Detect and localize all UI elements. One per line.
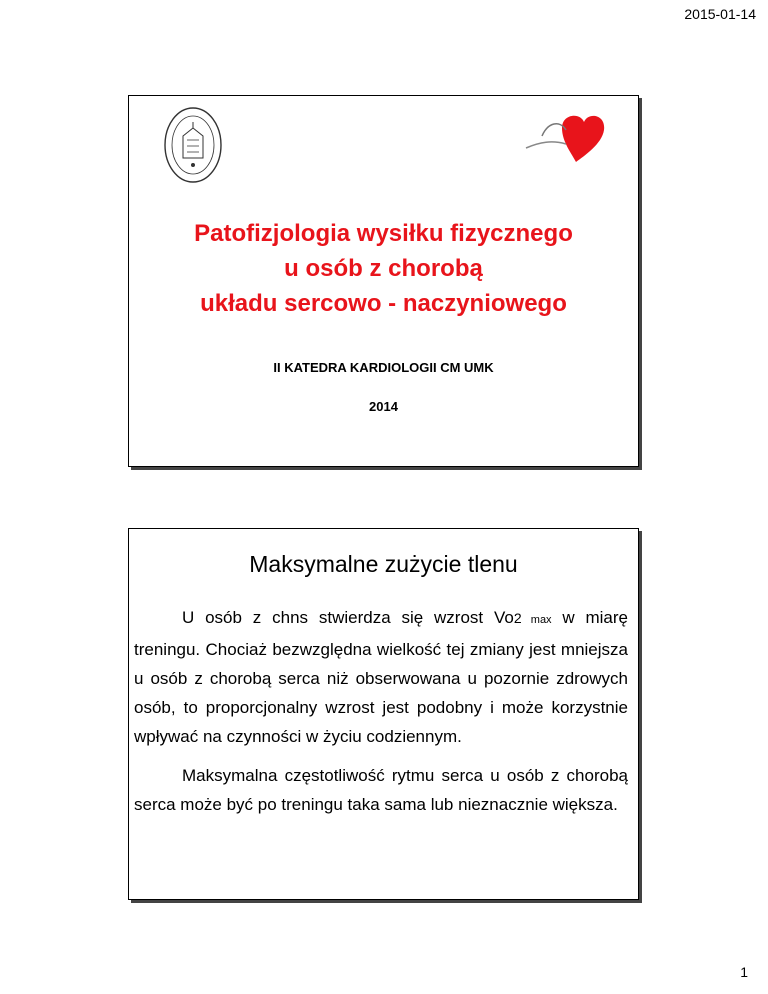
max-subscript: max: [521, 614, 552, 626]
slide-body: [134, 603, 628, 819]
vo2-subscript: 2: [513, 610, 522, 626]
slide-heading: Maksymalne zużycie tlenu: [249, 551, 518, 577]
collegium-medicum-seal: [163, 106, 223, 184]
page-number: 1: [740, 964, 748, 980]
p1-text-start: U osób z chns stwierdza się wzrost Vo: [182, 608, 514, 627]
presentation-year: 2014: [369, 399, 398, 414]
content-slide: [128, 528, 639, 900]
page-date: 2015-01-14: [684, 6, 756, 22]
paragraph-1: [134, 603, 628, 751]
presentation-title: Patofizjologia wysiłku fizycznego u osób z chorobą układu sercowo - naczyniowego: [194, 220, 573, 317]
paragraph-2: Maksymalna częstotliwość rytmu serca u osób z chorobą serca może być po treningu taka sama lub nieznacznie większa.: [134, 766, 628, 814]
heart-logo: [522, 112, 608, 164]
title-slide: [128, 95, 639, 467]
department-name: II KATEDRA KARDIOLOGII CM UMK: [273, 360, 494, 375]
p1-text-end: w miarę treningu. Chociaż bezwzględna wielkość tej zmiany jest mniejsza u osób z chorobą serca niż obserwowana u pozornie zdrowych osób, to proporcjonalny wzrost jest podobny i może korzystnie wpływać na czynności w życiu codziennym.: [134, 608, 628, 746]
